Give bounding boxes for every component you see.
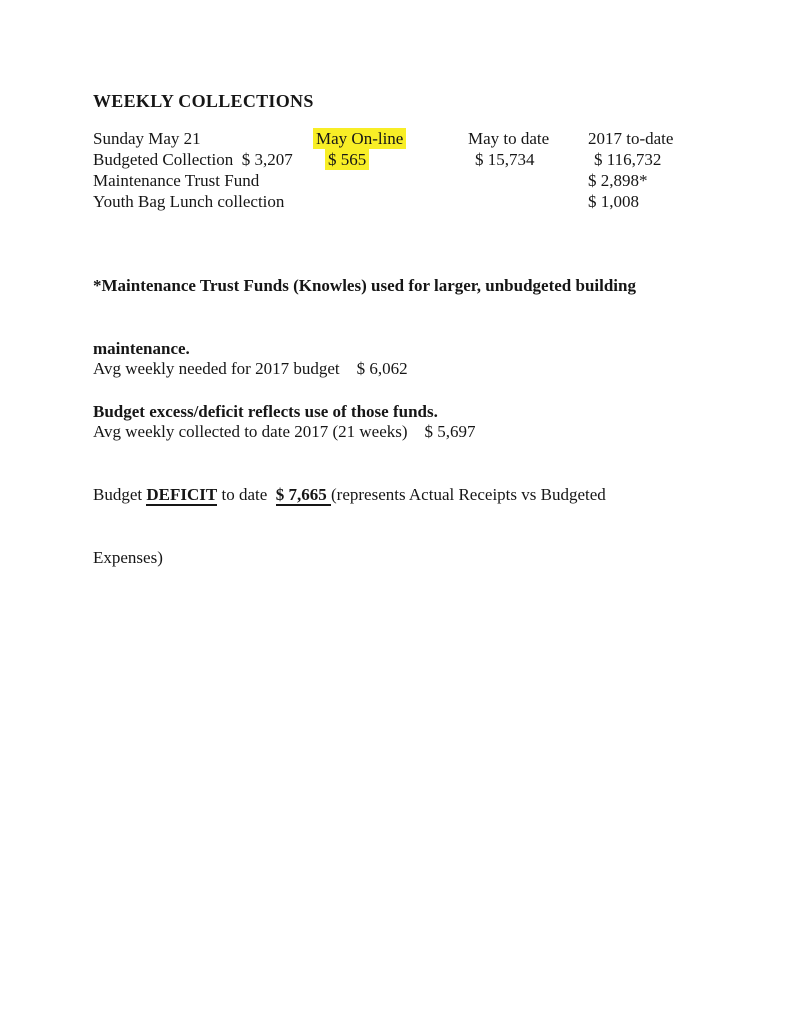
row-label: Youth Bag Lunch collection (93, 192, 285, 211)
table-row (93, 149, 753, 170)
highlighted-amount: $ 565 (325, 149, 369, 170)
deficit-suffix: (represents Actual Receipts vs Budgeted (331, 485, 606, 504)
amount-2017-to-date: $ 1,008 (588, 192, 639, 211)
row-label: Sunday May 21 (93, 129, 201, 148)
deficit-amount: $ 7,665 (275, 485, 332, 504)
budget-summary (93, 316, 606, 610)
deficit-middle: to date (217, 485, 276, 504)
amount-2017-to-date: $ 2,898* (588, 171, 648, 190)
budget-deficit-line (93, 484, 606, 505)
page-title: WEEKLY COLLECTIONS (93, 91, 314, 111)
note-line: maintenance. (93, 339, 190, 358)
row-label: Budgeted Collection $ 3,207 (93, 150, 293, 169)
amount-may-to-date: $ 15,734 (475, 150, 535, 169)
deficit-wrap-line: Expenses) (93, 548, 163, 567)
deficit-label: DEFICIT (146, 485, 218, 504)
note-line: Budget excess/deficit reflects use of those funds. (93, 402, 438, 421)
table-row (93, 170, 753, 191)
note-line: *Maintenance Trust Funds (Knowles) used for larger, unbudgeted building (93, 276, 636, 295)
row-label: Maintenance Trust Fund (93, 171, 260, 190)
avg-weekly-collected: Avg weekly collected to date 2017 (21 weeks) $ 5,697 (93, 422, 476, 441)
column-header-2017-to-date: 2017 to-date (588, 129, 674, 148)
avg-weekly-needed: Avg weekly needed for 2017 budget $ 6,062 (93, 359, 408, 378)
table-row (93, 191, 753, 212)
amount-2017-to-date: $ 116,732 (594, 150, 662, 169)
highlighted-column-header: May On-line (313, 128, 406, 149)
deficit-prefix: Budget (93, 485, 147, 504)
table-row (93, 128, 753, 149)
column-header-may-to-date: May to date (468, 129, 550, 148)
